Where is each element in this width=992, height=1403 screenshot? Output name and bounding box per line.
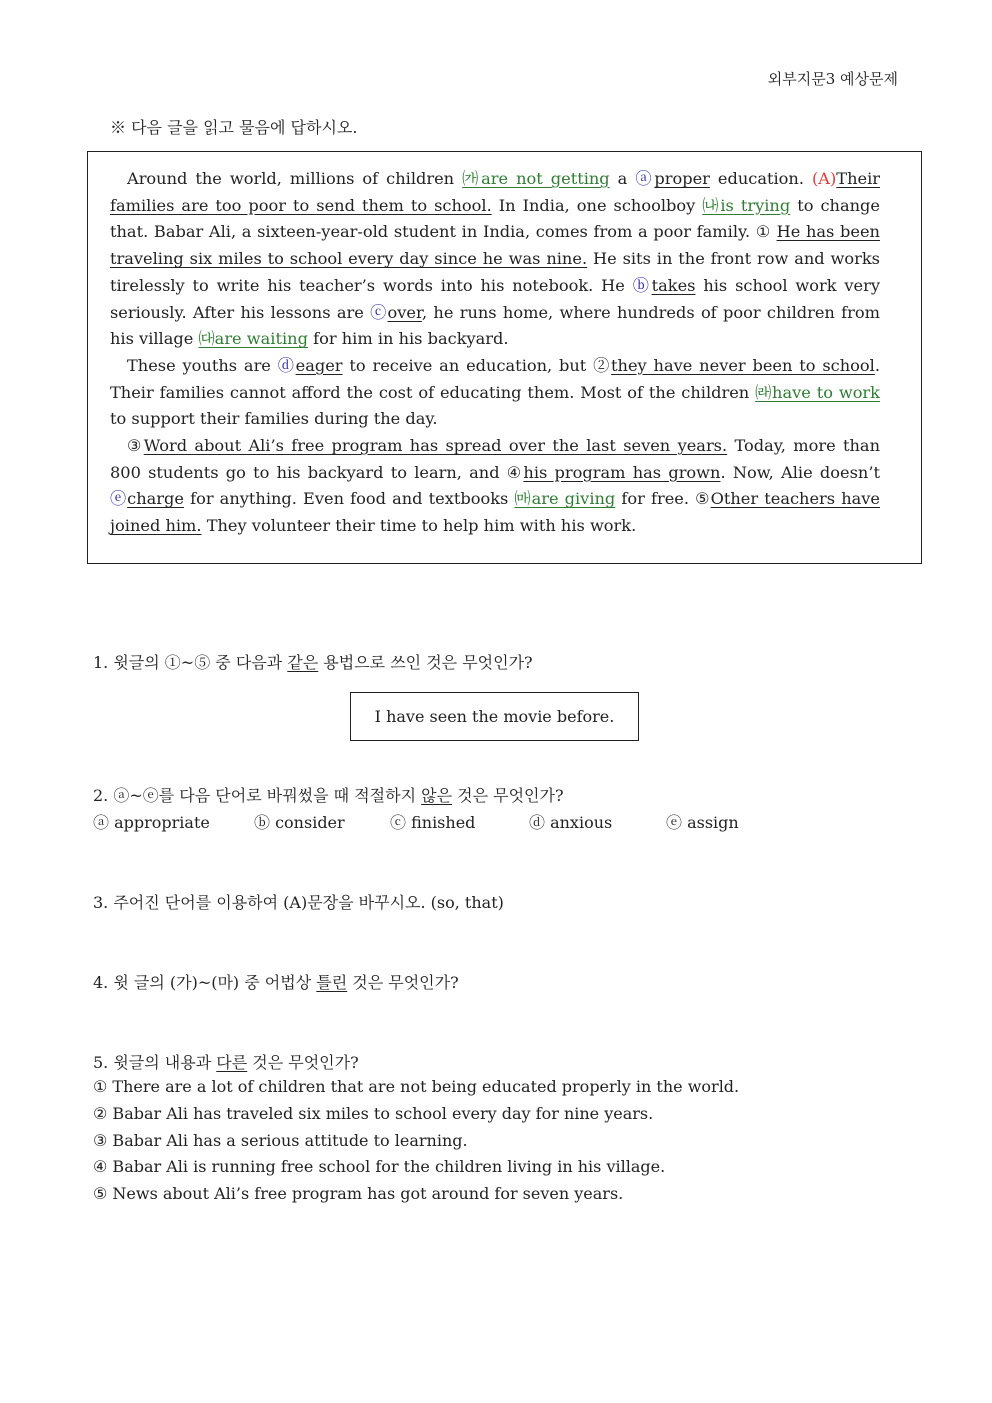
passage-text: Today, more than 800 students go to his backyard to learn, and ④ [110, 436, 880, 482]
passage-text: These youths are [127, 355, 278, 375]
passage-text: . Their families cannot afford the cost of educating them. Most of the children [110, 355, 880, 402]
option-a: ⓐ appropriate [93, 813, 210, 832]
passage-text: for free. ⑤ [615, 489, 711, 509]
passage-text: He sits in the front row and works tirelessly to write his teacher’s words into his notebook. He [110, 249, 880, 295]
question-4-text: 4. 윗 글의 (가)~(마) 중 어법상 [93, 973, 317, 992]
question-4-text-end: 것은 무엇인가? [347, 973, 459, 992]
underlined-phrase: He has been traveling six miles to school every day since he was nine. [110, 222, 880, 269]
underlined-phrase: proper [654, 169, 710, 188]
example-sentence-box [350, 692, 639, 741]
passage-text: to change that. Babar Ali, a sixteen-year-old student in India, comes from a poor family. ① [110, 195, 880, 242]
underlined-phrase: eager [295, 355, 343, 375]
option-1: ① There are a lot of children that are not being educated properly in the world. [93, 1077, 740, 1096]
underlined-phrase: ㈏is trying [702, 195, 791, 215]
marker: ⓑ [632, 275, 652, 295]
underlined-phrase: ㈒are giving [514, 489, 616, 509]
underlined-phrase: charge [127, 489, 184, 509]
underlined-phrase: ㈑have to work [755, 382, 880, 402]
option-3: ③ Babar Ali has a serious attitude to learning. [93, 1130, 468, 1150]
underlined-phrase: ㈐are waiting [198, 329, 308, 349]
question-1 [93, 650, 533, 673]
question-4 [93, 970, 459, 993]
marker: ⓔ [110, 489, 128, 509]
passage-text: In India, one schoolboy [491, 195, 703, 215]
underlined-phrase: takes [651, 275, 696, 295]
question-1-text-end: 용법으로 쓰인 것은 무엇인가? [318, 653, 533, 672]
passage-paragraph-3 [110, 433, 880, 540]
passage-text: , he runs home, where hundreds of poor children from his village [110, 302, 880, 349]
question-5-options [93, 1074, 739, 1208]
passage-text: . Now, Alie doesn’t [720, 462, 880, 482]
marker: ⓐ [635, 169, 655, 188]
option-b: ⓑ consider [254, 813, 345, 832]
option-e: ⓔ assign [666, 813, 739, 832]
question-3: 3. 주어진 단어를 이용하여 (A)문장을 바꾸시오. (so, that) [93, 893, 504, 912]
passage-text: a [609, 169, 636, 188]
underlined-phrase: ㈎are not getting [462, 169, 610, 188]
passage-text: his school work very seriously. After his lessons are [110, 275, 880, 322]
question-2 [93, 783, 564, 806]
instruction-text: ※ 다음 글을 읽고 물음에 답하시오. [110, 118, 358, 137]
option-5: ⑤ News about Ali’s free program has got around for seven years. [93, 1184, 624, 1204]
option-2: ② Babar Ali has traveled six miles to school every day for nine years. [93, 1103, 654, 1123]
underlined-phrase: Their families are too poor to send them to school. [110, 169, 881, 215]
passage [110, 166, 880, 540]
marker: ⓓ [277, 355, 296, 375]
passage-text: Around the world, millions of children [127, 169, 463, 188]
underlined-phrase: his program has grown [523, 462, 721, 482]
question-1-text: 1. 윗글의 ①~⑤ 중 다음과 [93, 653, 288, 672]
question-5-text-end: 것은 무엇인가? [247, 1053, 359, 1072]
passage-text: to support their families during the day. [110, 409, 438, 429]
passage-text: to receive an education, but ② [342, 355, 612, 375]
passage-text: for him in his backyard. [307, 329, 509, 349]
example-sentence: I have seen the movie before. [374, 707, 615, 726]
option-4: ④ Babar Ali is running free school for the children living in his village. [93, 1157, 666, 1177]
underlined-phrase: they have never been to school [611, 355, 875, 375]
option-c: ⓒ finished [390, 813, 476, 832]
question-5-keyword: 다른 [216, 1053, 248, 1072]
option-d: ⓓ anxious [529, 813, 613, 832]
underlined-phrase: Other teachers have joined him. [110, 489, 880, 536]
question-4-keyword: 틀린 [316, 973, 348, 992]
passage-paragraph-2 [110, 353, 880, 433]
question-2-text-end: 것은 무엇인가? [452, 786, 564, 805]
question-5-text: 5. 윗글의 내용과 [93, 1053, 217, 1072]
question-5 [93, 1050, 359, 1073]
document-header: 외부지문3 예상문제 [767, 70, 898, 88]
passage-paragraph-1 [110, 166, 880, 353]
question-2-keyword: 않은 [421, 786, 453, 805]
marker: (A) [811, 169, 837, 188]
marker: ⓒ [370, 302, 388, 322]
question-2-text: 2. ⓐ~ⓔ를 다음 단어로 바꿔썼을 때 적절하지 [93, 786, 422, 805]
question-1-keyword: 같은 [287, 653, 319, 672]
underlined-phrase: Word about Ali’s free program has spread over the last seven years. [143, 436, 728, 456]
passage-text: They volunteer their time to help him with his work. [201, 516, 637, 536]
passage-text: ③ [127, 436, 144, 456]
underlined-phrase: over [387, 302, 422, 322]
passage-text: for anything. Even food and textbooks [183, 489, 515, 509]
passage-text: education. [709, 169, 812, 188]
